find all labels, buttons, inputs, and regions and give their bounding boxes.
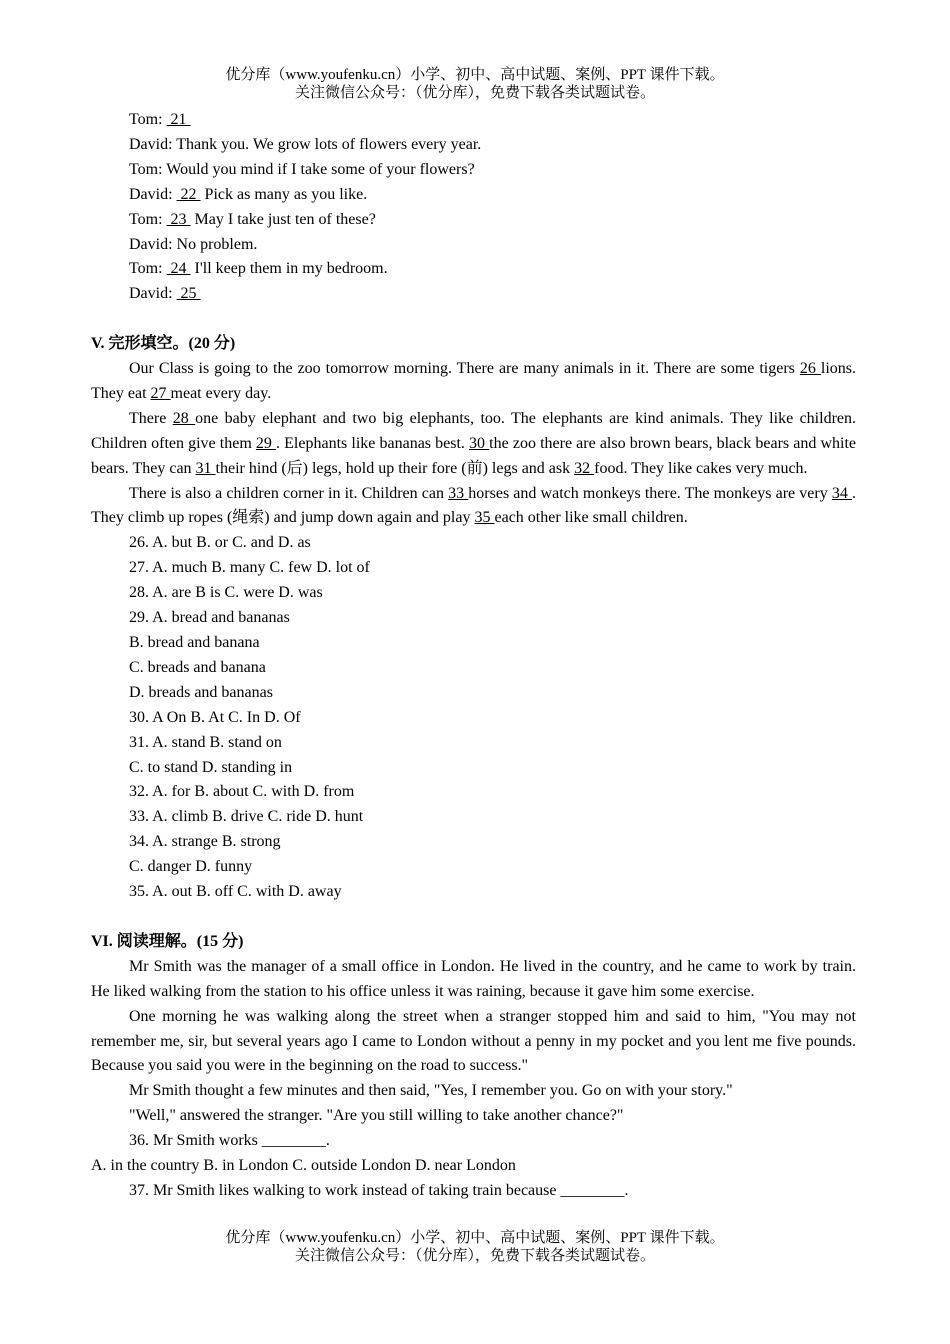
dialogue-line: David: 22 Pick as many as you like. — [129, 185, 368, 203]
header-line-1: 优分库（www.youfenku.cn）小学、初中、高中试题、案例、PPT 课件下载。 — [225, 67, 725, 83]
option-line: 32. A. for B. about C. with D. from — [129, 783, 355, 801]
blank-35: 35 — [474, 509, 495, 527]
reading-paragraph: "Well," answered the stranger. "Are you still willing to take another chance?" — [129, 1107, 624, 1125]
cloze-paragraph-3: There is also a children corner in it. Children can 33 horses and watch monkeys there. The monkeys are very 34 . They climb up ropes (绳索) and jump down again and play 35 each other like small children. — [91, 484, 857, 527]
option-line: C. breads and banana — [129, 658, 266, 676]
section-6-title: VI. 阅读理解。(15 分) — [91, 932, 244, 950]
dialogue-line: Tom: 23 May I take just ten of these? — [129, 210, 376, 228]
dialogue-line: Tom: Would you mind if I take some of your flowers? — [129, 160, 475, 178]
option-line: 33. A. climb B. drive C. ride D. hunt — [129, 808, 364, 826]
dialogue-blank: 24 — [166, 260, 191, 278]
reading-passage — [91, 955, 856, 1129]
dialogue-blank: 25 — [176, 285, 201, 303]
blank-31: 31 — [195, 459, 216, 477]
dialogue-blank: 21 — [166, 111, 191, 128]
dialogue-line: David: Thank you. We grow lots of flowers every year. — [129, 135, 482, 153]
blank-30: 30 — [469, 434, 490, 452]
option-line: 29. A. bread and bananas — [129, 609, 290, 627]
reading-paragraph: One morning he was walking along the street when a stranger stopped him and said to him, "You may not remember me, sir, but several years ago I came to London without a penny in my pocket and you lent me five pounds. Because you said you were in the beginning on the road to success." — [91, 1007, 856, 1075]
blank-33: 33 — [448, 484, 469, 502]
blank-32: 32 — [574, 459, 595, 477]
question-36-options: A. in the country B. in London C. outside London D. near London — [91, 1157, 516, 1175]
footer-line-2: 关注微信公众号：（优分库），免费下载各类试题试卷。 — [294, 1248, 655, 1264]
option-line: D. breads and bananas — [129, 683, 273, 701]
option-line: B. bread and banana — [129, 634, 260, 652]
blank-27: 27 — [150, 384, 171, 402]
option-line: C. to stand D. standing in — [129, 758, 293, 776]
question-36: 36. Mr Smith works ________. — [129, 1132, 330, 1150]
option-line: 27. A. much B. many C. few D. lot of — [129, 559, 370, 577]
option-line: 31. A. stand B. stand on — [129, 733, 282, 751]
option-line: 28. A. are B is C. were D. was — [129, 584, 323, 602]
cloze-paragraph-1: Our Class is going to the zoo tomorrow morning. There are many animals in it. There are some tigers 26 lions. They eat 27 meat every day. — [91, 360, 857, 402]
dialogue-line: Tom: 21 — [129, 111, 191, 128]
dialogue-blank: 23 — [166, 210, 191, 228]
page-footer — [0, 1229, 950, 1265]
option-line: 26. A. but B. or C. and D. as — [129, 534, 311, 552]
question-37: 37. Mr Smith likes walking to work instead of taking train because ________. — [129, 1181, 629, 1199]
blank-28: 28 — [172, 409, 196, 427]
blank-29: 29 — [255, 434, 277, 452]
reading-paragraph: Mr Smith was the manager of a small office in London. He lived in the country, and he came to work by train. He liked walking from the station to his office unless it was raining, because it gave him some exercise. — [91, 957, 856, 1000]
dialogue-line: Tom: 24 I'll keep them in my bedroom. — [129, 260, 388, 278]
cloze-options — [91, 531, 856, 905]
document-body — [91, 108, 856, 1204]
dialogue-line: David: 25 — [129, 285, 201, 303]
dialogue-line: David: No problem. — [129, 235, 258, 253]
reading-paragraph: Mr Smith thought a few minutes and then said, "Yes, I remember you. Go on with your story." — [129, 1082, 733, 1100]
blank-34: 34 — [831, 484, 853, 502]
option-line: C. danger D. funny — [129, 858, 253, 876]
option-line: 34. A. strange B. strong — [129, 833, 281, 851]
dialogue-blank: 22 — [176, 185, 201, 203]
cloze-paragraph-2: There 28 one baby elephant and two big elephants, too. The elephants are kind animals. They like children. Children often give them 29 . Elephants like bananas best. 30 the zoo there are also brown bears, black bears and white bears. They can 31 their hind (后) legs, hold up their fore (前) legs and ask 32 food. They like cakes very much. — [91, 409, 857, 477]
option-line: 30. A On B. At C. In D. Of — [129, 708, 301, 726]
footer-line-1: 优分库（www.youfenku.cn）小学、初中、高中试题、案例、PPT 课件下载。 — [225, 1230, 725, 1246]
section-5-title: V. 完形填空。(20 分) — [91, 335, 236, 353]
dialogue-block — [91, 108, 856, 307]
page-header — [0, 66, 950, 102]
option-line: 35. A. out B. off C. with D. away — [129, 883, 342, 901]
header-line-2: 关注微信公众号：（优分库），免费下载各类试题试卷。 — [294, 85, 655, 101]
blank-26: 26 — [799, 360, 821, 378]
